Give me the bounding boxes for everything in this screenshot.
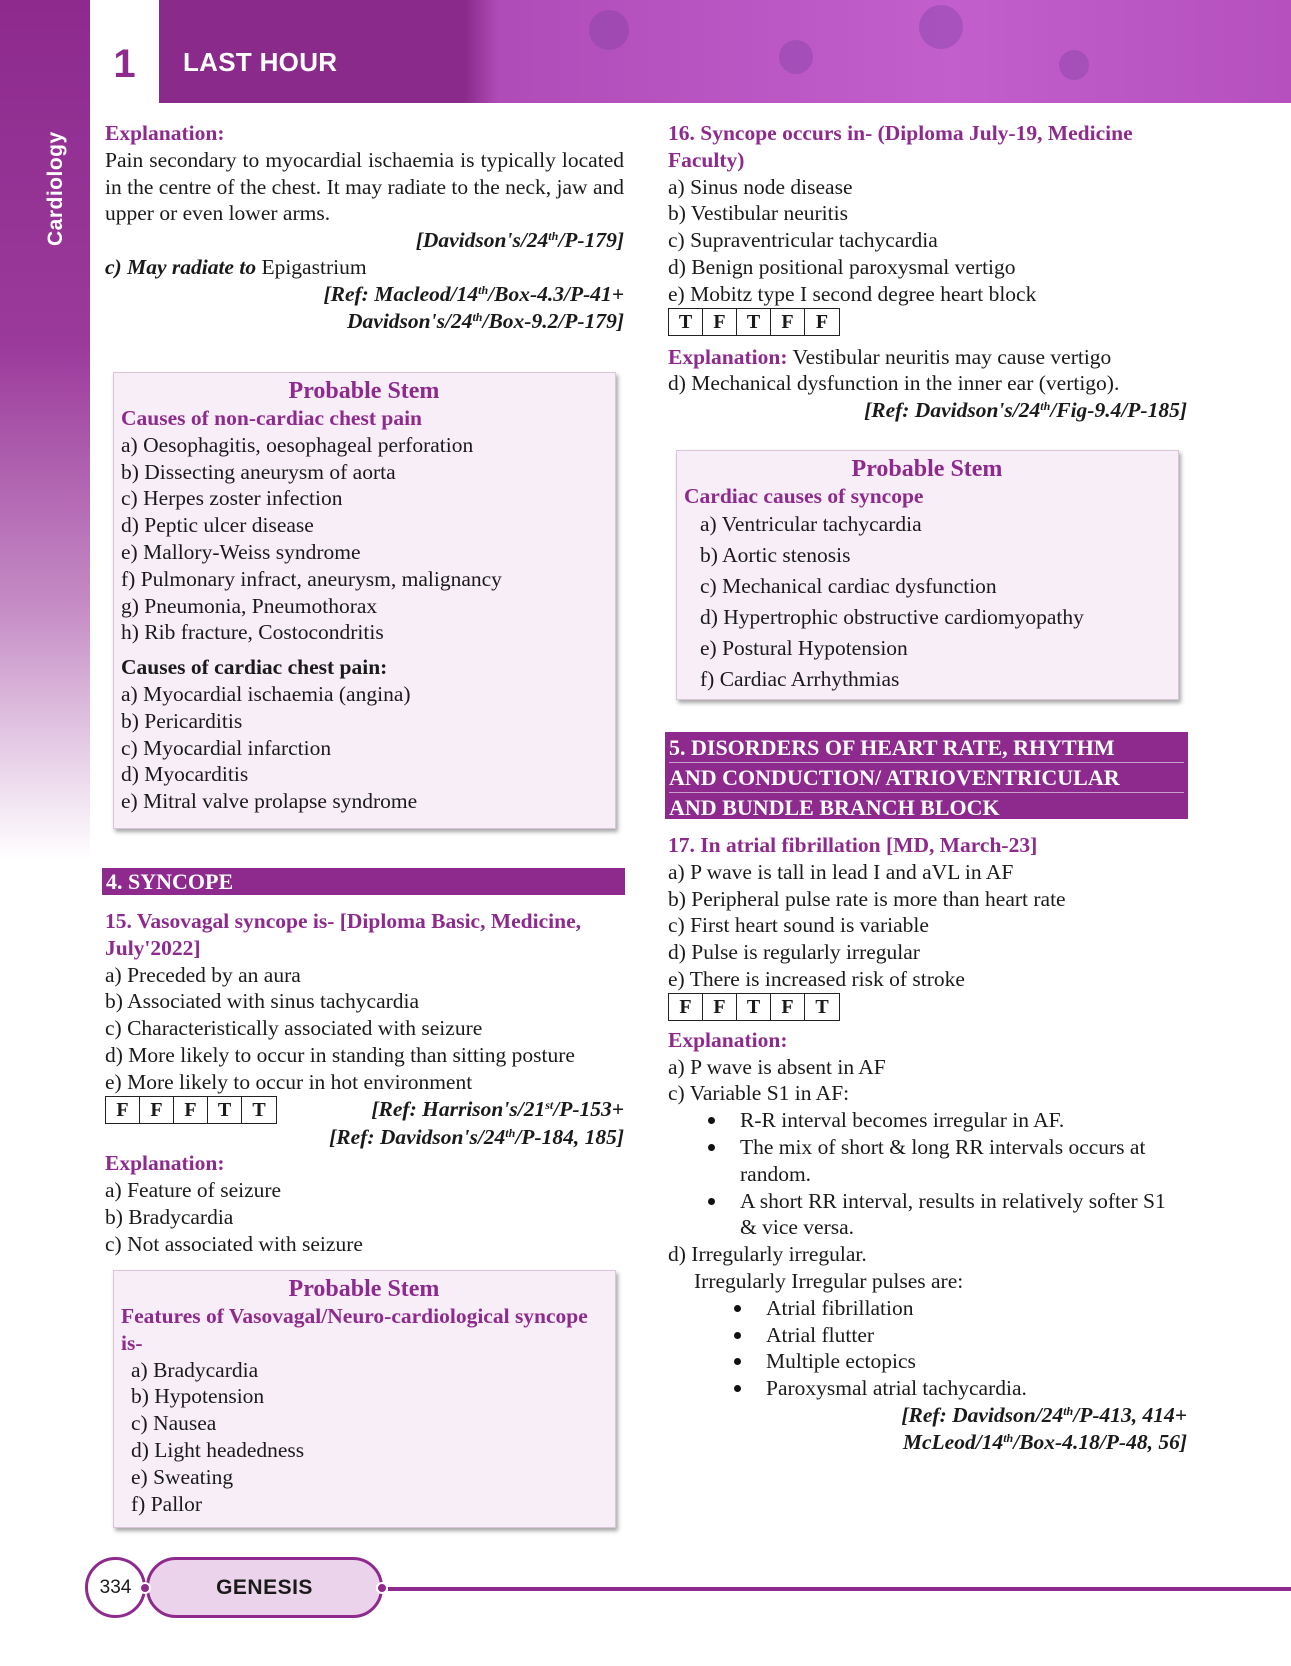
reference: Davidson's/24th/Box-9.2/P-179] — [347, 308, 624, 333]
list-item: b) Dissecting aneurysm of aorta — [121, 459, 396, 484]
box-heading: Causes of non-cardiac chest pain — [121, 406, 423, 430]
list-item: d) Peptic ulcer disease — [121, 513, 314, 538]
list-item: f) Pulmonary infract, aneurysm, malignancy — [121, 566, 502, 591]
probable-stem-box-chest-pain — [113, 372, 616, 829]
explanation-heading: Explanation: — [105, 1151, 225, 1176]
question-15 — [105, 908, 624, 1258]
list-item: e) Sweating — [131, 1464, 234, 1489]
list-item: c) Herpes zoster infection — [121, 486, 343, 511]
explanation-c: c) Variable S1 in AF: — [668, 1081, 850, 1106]
reference: [Ref: Macleod/14th/Box-4.3/P-41+ — [323, 281, 624, 306]
list-item: a) Oesophagitis, oesophageal perforation — [121, 432, 474, 457]
explanation-heading: Explanation: — [668, 1027, 788, 1052]
footer-dot — [139, 1582, 151, 1594]
list-item: f) Cardiac Arrhythmias — [700, 667, 900, 691]
list-item: b) Aortic stenosis — [700, 543, 851, 567]
reference: [Ref: Harrison's/21st/P-153+ — [371, 1097, 624, 1122]
answer-grid: F F T F T — [668, 993, 840, 1021]
reference: [Ref: Davidson's/24th/P-184, 185] — [329, 1124, 624, 1149]
option: c) First heart sound is variable — [668, 913, 929, 938]
list-item: a) Myocardial ischaemia (angina) — [121, 681, 411, 706]
explanation-item: b) Bradycardia — [105, 1204, 234, 1229]
list-item: c) Mechanical cardiac dysfunction — [700, 574, 997, 598]
list-item: a) Bradycardia — [131, 1357, 259, 1382]
list-item: h) Rib fracture, Costocondritis — [121, 620, 384, 645]
list-item: a) Ventricular tachycardia — [700, 512, 922, 536]
option: c) Characteristically associated with seizure — [105, 1016, 483, 1041]
header-banner — [159, 0, 1291, 103]
section-header-disorders: 5. DISORDERS OF HEART RATE, RHYTHM AND CONDUCTION/ ATRIOVENTRICULAR AND BUNDLE BRANCH BLOCK — [665, 732, 1188, 819]
explanation-block — [105, 120, 624, 334]
option: b) Peripheral pulse rate is more than heart rate — [668, 886, 1066, 911]
explanation-d-sub: Irregularly Irregular pulses are: — [694, 1268, 964, 1293]
box-heading: Features of Vasovagal/Neuro-cardiological syncope is- — [121, 1304, 588, 1355]
option: b) Associated with sinus tachycardia — [105, 989, 420, 1014]
list-item: d) Myocarditis — [121, 762, 249, 787]
option: c) Supraventricular tachycardia — [668, 228, 938, 253]
footer-dot — [376, 1582, 388, 1594]
list-item: d) Light headedness — [131, 1437, 305, 1462]
list-item: c) Nausea — [131, 1411, 217, 1436]
molecule-decoration — [1059, 50, 1089, 80]
explanation-a: a) P wave is absent in AF — [668, 1054, 886, 1079]
bullet-item: R-R interval becomes irregular in AF. — [692, 1107, 1187, 1134]
question-text: 17. In atrial fibrillation [MD, March-23] — [668, 833, 1038, 857]
option: a) Preceded by an aura — [105, 962, 301, 987]
reference: [Davidson's/24th/P-179] — [415, 228, 624, 253]
bullet-item: Atrial fibrillation — [718, 1295, 1187, 1322]
footer-rule — [388, 1587, 1291, 1591]
probable-stem-title: Probable Stem — [288, 378, 440, 404]
list-item: b) Pericarditis — [121, 708, 243, 733]
box-heading: Cardiac causes of syncope — [684, 484, 924, 508]
probable-stem-title: Probable Stem — [851, 456, 1003, 482]
reference: [Ref: Davidson/24th/P-413, 414+ — [901, 1402, 1187, 1427]
option: d) Pulse is regularly irregular — [668, 940, 920, 965]
option: a) P wave is tall in lead I and aVL in AF — [668, 859, 1014, 884]
list-item: d) Hypertrophic obstructive cardiomyopathy — [700, 605, 1084, 629]
explanation-c: c) May radiate to Epigastrium — [105, 254, 367, 279]
option: d) Benign positional paroxysmal vertigo — [668, 254, 1016, 279]
list-item: b) Hypotension — [131, 1384, 265, 1409]
option: e) There is increased risk of stroke — [668, 966, 965, 991]
bullet-item: A short RR interval, results in relatively softer S1 & vice versa. — [692, 1188, 1187, 1242]
chapter-number-box — [90, 0, 159, 103]
explanation-item: a) Feature of seizure — [105, 1178, 282, 1203]
side-band — [0, 0, 90, 860]
bullet-list — [668, 1107, 1187, 1241]
molecule-decoration — [589, 10, 629, 50]
question-text: 15. Vasovagal syncope is- [Diploma Basic, Medicine, July'2022] — [105, 909, 582, 960]
reference: McLeod/14th/Box-4.18/P-48, 56] — [902, 1429, 1187, 1454]
bullet-item: Multiple ectopics — [718, 1348, 1187, 1375]
explanation-b: Explanation: Vestibular neuritis may cause vertigo — [668, 344, 1112, 369]
option: a) Sinus node disease — [668, 174, 853, 199]
explanation-text: Pain secondary to myocardial ischaemia is typically located in the centre of the chest. It may radiate to the neck, jaw and upper or even lower arms. — [105, 147, 624, 226]
answer-grid: F F F T T — [105, 1096, 277, 1124]
question-17 — [668, 832, 1187, 1456]
option: e) More likely to occur in hot environment — [105, 1069, 473, 1094]
bullet-item: The mix of short & long RR intervals occurs at random. — [692, 1134, 1187, 1188]
explanation-heading: Explanation: — [105, 121, 225, 145]
book-title: LAST HOUR — [183, 47, 338, 77]
molecule-decoration — [919, 5, 963, 49]
probable-stem-box-syncope — [676, 450, 1179, 700]
list-item: c) Myocardial infarction — [121, 735, 332, 760]
answer-grid: T F T F F — [668, 308, 840, 336]
reference: [Ref: Davidson's/24th/Fig-9.4/P-185] — [864, 398, 1187, 423]
chapter-number: 1 — [113, 42, 136, 86]
list-item: e) Postural Hypotension — [700, 636, 908, 660]
list-item: e) Mallory-Weiss syndrome — [121, 539, 361, 564]
question-text: 16. Syncope occurs in- (Diploma July-19, Medicine Faculty) — [668, 121, 1133, 172]
molecule-decoration — [779, 40, 813, 74]
list-item: e) Mitral valve prolapse syndrome — [121, 789, 418, 814]
probable-stem-box-vasovagal — [113, 1270, 616, 1528]
list-item: g) Pneumonia, Pneumothorax — [121, 593, 378, 618]
section-header-syncope: 4. SYNCOPE — [102, 868, 625, 895]
box-subheading: Causes of cardiac chest pain: — [121, 655, 388, 680]
bullet-item: Atrial flutter — [718, 1322, 1187, 1349]
explanation-item: c) Not associated with seizure — [105, 1231, 363, 1256]
option: d) More likely to occur in standing than sitting posture — [105, 1042, 575, 1067]
probable-stem-title: Probable Stem — [288, 1276, 440, 1302]
option: b) Vestibular neuritis — [668, 201, 848, 226]
page-number: 334 — [85, 1557, 146, 1618]
explanation-d: d) Irregularly irregular. — [668, 1242, 867, 1267]
bullet-item: Paroxysmal atrial tachycardia. — [718, 1375, 1187, 1402]
publisher-logo: GENESIS — [146, 1557, 383, 1618]
option: e) Mobitz type I second degree heart block — [668, 281, 1037, 306]
bullet-list — [668, 1295, 1187, 1402]
list-item: f) Pallor — [131, 1491, 203, 1516]
explanation-d: d) Mechanical dysfunction in the inner ear (vertigo). — [668, 371, 1120, 396]
question-16 — [668, 120, 1187, 424]
